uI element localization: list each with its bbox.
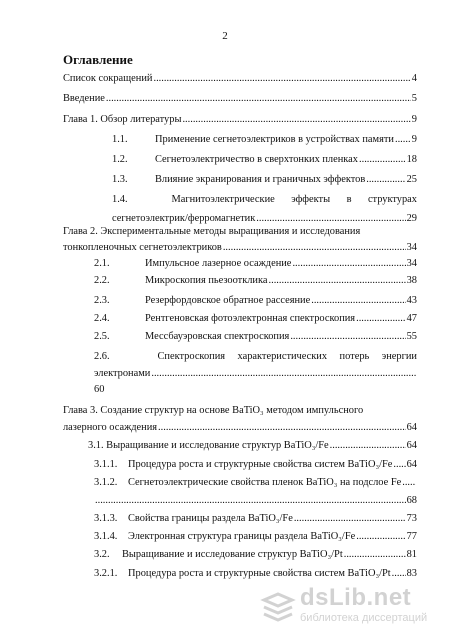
- toc-entry-number: 2.2.: [94, 275, 110, 286]
- toc-entry-2-2: [94, 274, 417, 287]
- toc-entry-number: 3.2.: [94, 549, 110, 560]
- toc-entry-text: Импульсное лазерное осаждение: [145, 258, 292, 269]
- toc-leader: [182, 113, 410, 126]
- toc-entry-text: Список сокращений: [63, 73, 153, 84]
- toc-entry-number: 2.6.: [94, 351, 110, 362]
- toc-entry-2-3: [94, 294, 417, 307]
- toc-entry-2-5: [94, 330, 417, 343]
- toc-entry-1-4-line2: [112, 212, 417, 225]
- toc-entry-chapter-3-line1: Глава 3. Создание структур на основе BaTiO₃ методом импульсного: [63, 405, 364, 416]
- toc-entry-number: 1.1.: [112, 134, 128, 145]
- toc-leader: [158, 421, 406, 434]
- toc-entry-1-4-line1: [112, 193, 417, 206]
- toc-entry-text: Применение сегнетоэлектриков в устройствах памяти: [155, 134, 394, 145]
- toc-leader: [356, 530, 405, 543]
- toc-entry-word: в: [346, 194, 352, 205]
- toc-entry-2-1: [94, 257, 417, 270]
- toc-entry-text: Введение: [63, 93, 105, 104]
- toc-entry-number: 3.1.1.: [94, 459, 118, 470]
- toc-entry-word: характеристических: [237, 351, 328, 362]
- toc-entry-2-6-line1: [94, 350, 417, 363]
- toc-title: Оглавление: [63, 52, 133, 67]
- toc-entry-text: тонкопленочных сегнетоэлектриков: [63, 242, 222, 253]
- toc-entry-text: Сегнетоэлектричество в сверхтонких пленках: [155, 154, 358, 165]
- toc-entry-number: 1.3.: [112, 174, 128, 185]
- toc-leader: [392, 567, 406, 580]
- toc-leader: [292, 257, 405, 270]
- toc-entry-number: 1.4.: [112, 194, 128, 205]
- toc-leader: [344, 548, 406, 561]
- toc-entry-3-2-1: [94, 567, 417, 580]
- toc-entry-3-1-3: [94, 512, 417, 525]
- toc-leader: [223, 241, 406, 254]
- toc-page: 73: [406, 513, 417, 524]
- toc-entry-2-4: [94, 312, 417, 325]
- book-stack-icon: [258, 584, 298, 624]
- toc-entry-text: Глава 1. Обзор литературы: [63, 114, 182, 125]
- toc-entry-word: энергии: [381, 351, 417, 362]
- toc-entry-text: Электронная структура границы раздела BaTiO₃/Fe: [128, 531, 356, 542]
- toc-leader: [256, 212, 405, 225]
- toc-leader: [359, 153, 406, 166]
- toc-entry-word: эффекты: [291, 194, 331, 205]
- toc-entry-3-1-1: [94, 458, 417, 471]
- toc-page: 18: [406, 154, 417, 165]
- toc-entry-1-3: [112, 173, 417, 186]
- toc-leader: [356, 312, 406, 325]
- toc-entry-3-2: [94, 548, 417, 561]
- toc-leader: [106, 92, 411, 105]
- toc-leader: [151, 367, 416, 380]
- toc-page: 68: [406, 495, 417, 506]
- toc-page: 34: [406, 242, 417, 253]
- toc-entry-word: потерь: [339, 351, 370, 362]
- toc-entry-3-1-4: [94, 530, 417, 543]
- toc-page: 25: [406, 174, 417, 185]
- toc-page: 60: [94, 384, 105, 395]
- toc-entry-text: Выращивание и исследование структур BaTiO₃/Pt: [122, 549, 343, 560]
- toc-page: 83: [406, 568, 417, 579]
- toc-entry-number: 2.5.: [94, 331, 110, 342]
- toc-leader: [290, 330, 405, 343]
- toc-entry-text: сегнетоэлектрик/ферромагнетик: [112, 213, 256, 224]
- toc-leader: [294, 512, 406, 525]
- toc-page: 4: [411, 73, 417, 84]
- toc-page: 64: [406, 422, 417, 433]
- toc-entry-text: Резерфордовское обратное рассеяние: [145, 295, 311, 306]
- toc-entry-3-1: [88, 439, 417, 452]
- toc-page: 47: [406, 313, 417, 324]
- toc-entry-word: Спектроскопия: [157, 351, 226, 362]
- toc-entry-word: структурах: [367, 194, 417, 205]
- toc-entry-word: Магнитоэлектрические: [171, 194, 275, 205]
- toc-leader: [95, 494, 406, 507]
- toc-entry-number: 3.1.4.: [94, 531, 118, 542]
- toc-page: 81: [406, 549, 417, 560]
- toc-entry-text: Влияние экранирования и граничных эффектов: [155, 174, 366, 185]
- toc-leader: [330, 439, 406, 452]
- toc-leader: [311, 294, 405, 307]
- page-number: 2: [222, 30, 228, 42]
- toc-entry-text: Сегнетоэлектрические свойства пленок BaTiO₃ на подслое Fe: [128, 477, 402, 488]
- toc-entry-number: 3.1.3.: [94, 513, 118, 524]
- toc-page: 38: [406, 275, 417, 286]
- toc-leader: [393, 458, 405, 471]
- toc-page: 34: [406, 258, 417, 269]
- toc-page: 29: [406, 213, 417, 224]
- toc-entry-number: 2.3.: [94, 295, 110, 306]
- toc-entry-2-6-line2: [94, 367, 417, 380]
- toc-entry-intro: [63, 92, 417, 105]
- toc-leader: [402, 476, 416, 489]
- toc-entry-text: лазерного осаждения: [63, 422, 158, 433]
- toc-entry-text: Свойства границы раздела BaTiO₃/Fe: [128, 513, 293, 524]
- toc-entry-text: 3.1. Выращивание и исследование структур BaTiO₃/Fe: [88, 440, 329, 451]
- toc-entry-text: электронами: [94, 368, 151, 379]
- toc-entry-3-1-2-line1: [94, 476, 417, 489]
- toc-leader: [366, 173, 405, 186]
- toc-page: 55: [406, 331, 417, 342]
- toc-entry-text: Процедура роста и структурные свойства систем BaTiO₃/Fe: [128, 459, 393, 470]
- toc-page: 64: [406, 459, 417, 470]
- toc-leader: [153, 72, 410, 85]
- toc-entry-abbrev: [63, 72, 417, 85]
- toc-entry-text: Процедура роста и структурные свойства систем BaTiO₃/Pt: [128, 568, 391, 579]
- toc-page: 9: [411, 134, 417, 145]
- toc-entry-text: Мессбауэровская спектроскопия: [145, 331, 290, 342]
- watermark: [258, 584, 438, 626]
- toc-entry-chapter-2-line2: [63, 241, 417, 254]
- toc-entry-number: 3.2.1.: [94, 568, 118, 579]
- toc-page: 9: [411, 114, 417, 125]
- toc-entry-1-2: [112, 153, 417, 166]
- toc-entry-number: 3.1.2.: [94, 477, 118, 488]
- toc-entry-chapter-1: [63, 113, 417, 126]
- toc-page: 64: [406, 440, 417, 451]
- toc-leader: [269, 274, 406, 287]
- toc-entry-number: 1.2.: [112, 154, 128, 165]
- watermark-tagline: библиотека диссертаций: [300, 612, 428, 624]
- toc-entry-chapter-2-line1: Глава 2. Экспериментальные методы выращивания и исследования: [63, 226, 361, 237]
- toc-entry-chapter-3-line2: [63, 421, 417, 434]
- toc-entry-1-1: [112, 133, 417, 146]
- toc-entry-number: 2.1.: [94, 258, 110, 269]
- toc-entry-3-1-2-line2: [94, 494, 417, 507]
- toc-page: 43: [406, 295, 417, 306]
- watermark-brand: dsLib.net: [300, 584, 412, 611]
- toc-entry-text: Рентгеновская фотоэлектронная спектроскопия: [145, 313, 356, 324]
- toc-page: 77: [406, 531, 417, 542]
- toc-entry-text: Микроскопия пьезоотклика: [145, 275, 268, 286]
- toc-entry-number: 2.4.: [94, 313, 110, 324]
- toc-page: 5: [411, 93, 417, 104]
- toc-leader: [395, 133, 411, 146]
